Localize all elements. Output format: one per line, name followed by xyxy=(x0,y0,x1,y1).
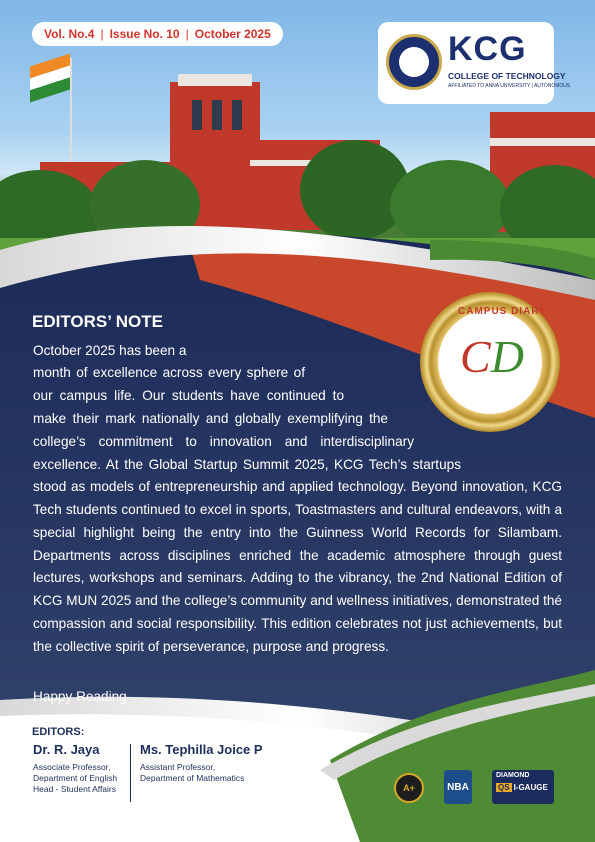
note-line: Departments across disciplines enriched the academic atmosphere through guest xyxy=(33,548,562,563)
note-line: lectures, workshops and seminars. Adding to the vibrancy, the 2nd National Edition of xyxy=(33,570,562,585)
building-right-band xyxy=(490,138,595,146)
college-name: KCG xyxy=(448,30,527,68)
editors-label: EDITORS: xyxy=(32,726,85,738)
college-logo xyxy=(378,22,571,104)
editor-role: Assistant Professor, xyxy=(140,762,216,772)
college-subtitle: COLLEGE OF TECHNOLOGY xyxy=(448,71,566,81)
college-seal-icon xyxy=(386,34,442,90)
editors-divider xyxy=(130,744,131,802)
issue-month: October 2025 xyxy=(194,27,271,41)
issue-number: Issue No. 10 xyxy=(109,27,180,41)
issue-info-pill xyxy=(32,22,283,46)
note-heading: EDITORS’ NOTE xyxy=(32,312,163,331)
qs-logo: QS xyxy=(498,783,510,792)
tower-window xyxy=(192,100,202,130)
note-line: make their mark nationally and globally exemplifying the xyxy=(33,411,388,426)
editor-name: Ms. Tephilla Joice P xyxy=(140,742,263,757)
note-signoff: Happy Reading xyxy=(33,689,127,704)
volume-number: Vol. No.4 xyxy=(44,27,95,41)
badge-letter-c: C xyxy=(460,331,491,382)
badge-title: CAMPUS DIARY xyxy=(458,306,547,317)
editor-role: Associate Professor, xyxy=(33,762,111,772)
college-affiliation: AFFILIATED TO ANNA UNIVERSITY | AUTONOMOUS xyxy=(448,83,571,89)
qs-text: I-GAUGE xyxy=(513,783,548,792)
badge-monogram xyxy=(460,330,524,383)
tower-roof xyxy=(178,74,252,86)
note-line: October 2025 has been a xyxy=(33,343,187,358)
badge-letter-d: D xyxy=(490,331,524,382)
editor-role: Department of Mathematics xyxy=(140,773,245,783)
tower-window xyxy=(232,100,242,130)
qs-brand xyxy=(496,783,548,792)
qs-rating: DIAMOND xyxy=(496,772,530,779)
editor-role: Department of English xyxy=(33,773,118,783)
editor-role: Head - Student Affairs xyxy=(33,784,117,794)
note-line: compassion and social responsibility. This edition celebrates not just achievements, but xyxy=(33,616,562,631)
separator: | xyxy=(185,27,189,41)
note-line: month of excellence across every sphere of xyxy=(33,365,305,380)
campus-diary-badge xyxy=(420,292,560,432)
note-line: stood as models of entrepreneurship and applied technology. Beyond innovation, KCG xyxy=(33,479,562,494)
note-line: Tech students continued to excel in sports, Toastmasters and cultural endeavors, with a xyxy=(33,502,562,517)
qs-igauge-badge-icon xyxy=(492,770,554,804)
separator: | xyxy=(100,27,104,41)
note-line: excellence. At the Global Startup Summit 2025, KCG Tech’s startups xyxy=(33,457,461,472)
nba-badge-icon: NBA xyxy=(444,770,472,804)
note-line: college’s commitment to innovation and interdisciplinary xyxy=(33,434,414,449)
flag xyxy=(30,54,70,103)
note-line: special highlight being the entry into the Guinness World Records for Silambam. xyxy=(33,525,562,540)
naac-badge-icon: A+ xyxy=(394,773,424,803)
tower-window xyxy=(212,100,222,130)
note-line: KCG MUN 2025 and the college’s community and wellness initiatives, demonstrated thé xyxy=(33,593,562,608)
note-line: the collective spirit of perseverance, purpose and progress. xyxy=(33,639,389,654)
note-line: our campus life. Our students have continued to xyxy=(33,388,344,403)
editor-name: Dr. R. Jaya xyxy=(33,742,100,757)
